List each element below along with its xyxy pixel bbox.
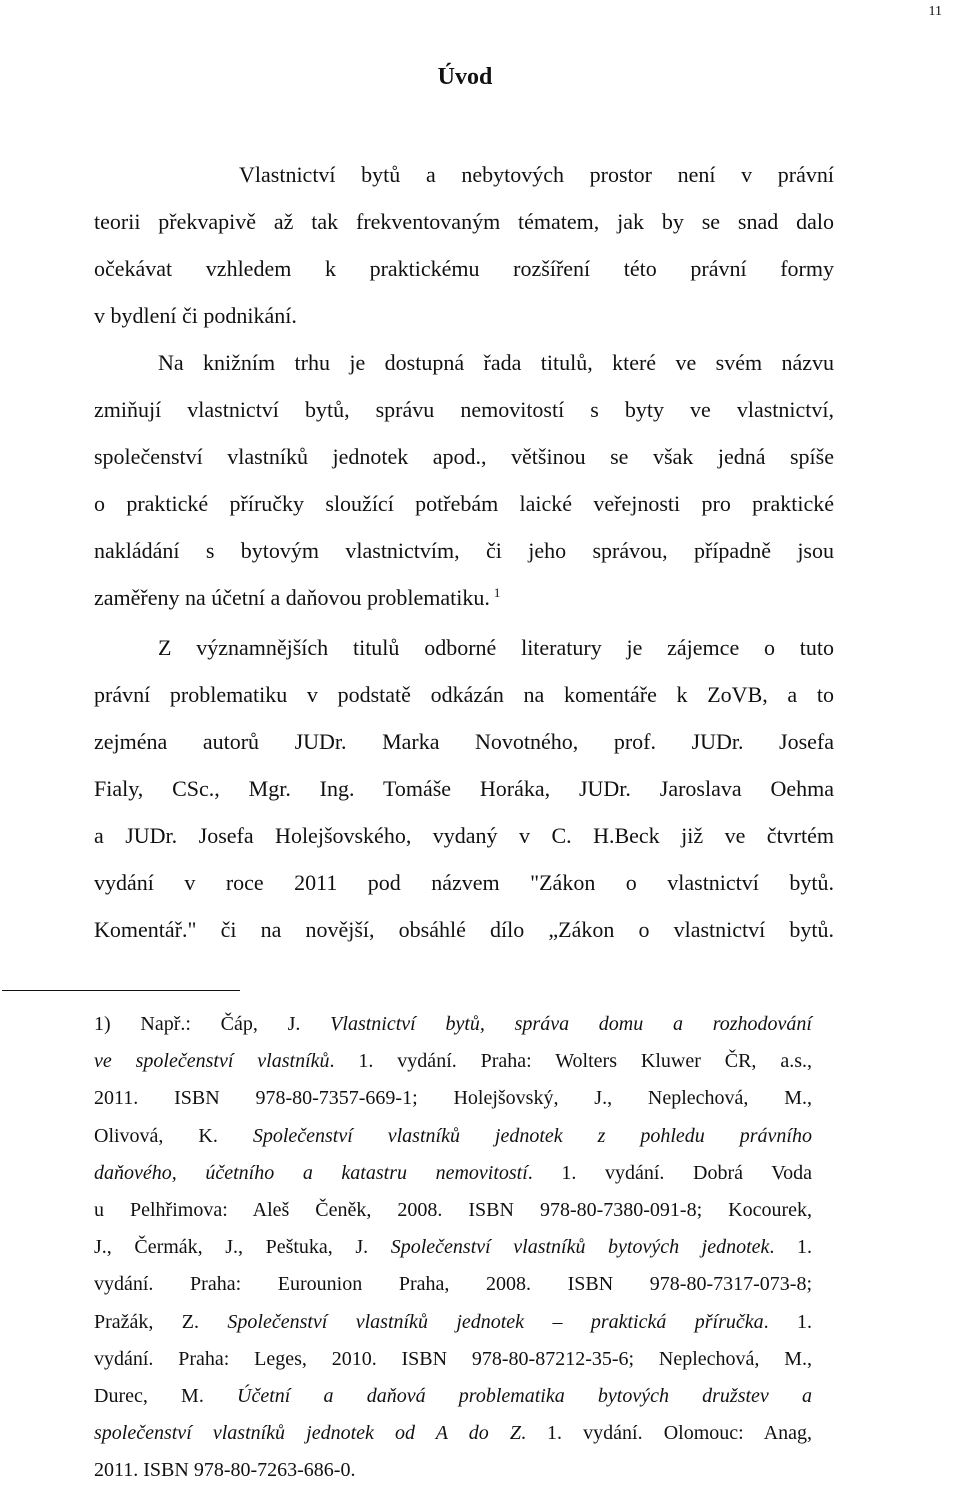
paragraph-line: teorii překvapivě až tak frekventovaným tématem, jak by se snad dalo — [94, 209, 834, 234]
paragraph-line: a JUDr. Josefa Holejšovského, vydaný v C. H.Beck již ve čtvrtém — [94, 823, 834, 848]
footnote-text: Durec, M. — [94, 1384, 238, 1407]
paragraph-3 — [94, 624, 834, 953]
footnote-line — [94, 1043, 812, 1080]
footnote-separator — [2, 990, 240, 991]
footnote-line: 2011. ISBN 978-80-7357-669-1; Holejšovský, J., Neplechová, M., — [94, 1087, 812, 1110]
paragraph-1 — [94, 151, 834, 339]
footnote-line: vydání. Praha: Eurounion Praha, 2008. ISBN 978-80-7317-073-8; — [94, 1273, 812, 1296]
footnote-line — [94, 1304, 812, 1341]
paragraph-line: zejména autorů JUDr. Marka Novotného, prof. JUDr. Josefa — [94, 729, 834, 754]
paragraph-line: Z významnějších titulů odborné literatury je zájemce o tuto — [158, 635, 834, 660]
paragraph-line: o praktické příručky sloužící potřebám laické veřejnosti pro praktické — [94, 491, 834, 516]
footnote-text: . 1. vydání. Dobrá Voda — [527, 1161, 812, 1184]
footnote-title-italic: Vlastnictví bytů, správa domu a rozhodování — [330, 1013, 812, 1035]
footnote-title-italic: Účetní a daňová problematika bytových družstev a — [237, 1384, 812, 1407]
paragraph-line: vydání v roce 2011 pod názvem "Zákon o vlastnictví bytů. — [94, 870, 834, 895]
paragraph-line: v bydlení či podnikání. — [94, 303, 297, 328]
page-title: Úvod — [437, 64, 493, 90]
paragraph-line: Na knižním trhu je dostupná řada titulů, které ve svém názvu — [158, 350, 834, 375]
footnote-text: . 1. vydání. Olomouc: Anag, — [520, 1422, 813, 1445]
paragraph-line: společenství vlastníků jednotek apod., většinou se však jedná spíše — [94, 444, 834, 469]
footnote-title-italic: Společenství vlastníků bytových jednotek — [390, 1236, 770, 1259]
paragraph-line: zmiňují vlastnictví bytů, správu nemovitostí s byty ve vlastnictví, — [94, 397, 834, 422]
footnote-1 — [94, 1006, 812, 1489]
paragraph-line: Fialy, CSc., Mgr. Ing. Tomáše Horáka, JUDr. Jaroslava Oehma — [94, 776, 834, 801]
footnote-line: 2011. ISBN 978-80-7263-686-0. — [94, 1459, 356, 1482]
footnote-reference: 1 — [493, 584, 501, 600]
footnote-line: vydání. Praha: Leges, 2010. ISBN 978-80-87212-35-6; Neplechová, M., — [94, 1347, 812, 1370]
footnote-line — [94, 1006, 812, 1043]
footnote-title-italic: daňového, účetního a katastru nemovitostí — [94, 1161, 528, 1184]
footnote-text: . 1. — [763, 1310, 812, 1333]
footnote-line — [94, 1155, 812, 1192]
footnote-text: J., Čermák, J., Peštuka, J. — [94, 1236, 391, 1259]
footnote-text: . 1. — [769, 1236, 812, 1259]
paragraph-line-text: zaměřeny na účetní a daňovou problematiku. — [94, 585, 490, 610]
footnote-line — [94, 1415, 812, 1452]
paragraph-line: právní problematiku v podstatě odkázán na komentáře k ZoVB, a to — [94, 682, 834, 707]
footnote-title-italic: společenství vlastníků jednotek od A do Z — [94, 1422, 521, 1445]
footnote-line — [94, 1118, 812, 1155]
footnote-text: Olivová, K. — [94, 1124, 253, 1147]
footnote-title-italic: Společenství vlastníků jednotek z pohledu právního — [252, 1124, 812, 1147]
footnote-text: Pražák, Z. — [94, 1310, 228, 1333]
paragraph-2 — [94, 339, 834, 621]
footnote-text: 1) Např.: Čáp, J. — [94, 1013, 331, 1035]
paragraph-line: Vlastnictví bytů a nebytových prostor není v právní — [239, 162, 834, 187]
paragraph-line: Komentář." či na novější, obsáhlé dílo „Zákon o vlastnictví bytů. — [94, 917, 834, 942]
footnote-line: u Pelhřimova: Aleš Čeněk, 2008. ISBN 978-80-7380-091-8; Kocourek, — [94, 1198, 812, 1221]
footnote-title-italic: Společenství vlastníků jednotek – praktická příručka — [227, 1310, 764, 1333]
footnote-line — [94, 1378, 812, 1415]
footnote-title-italic: ve společenství vlastníků — [94, 1050, 330, 1073]
footnote-line — [94, 1229, 812, 1266]
footnote-text: . 1. vydání. Praha: Wolters Kluwer ČR, a.s., — [329, 1050, 812, 1073]
page-number: 11 — [928, 4, 942, 19]
paragraph-line-with-footnote — [94, 574, 834, 621]
paragraph-line: očekávat vzhledem k praktickému rozšíření této právní formy — [94, 256, 834, 281]
paragraph-line: nakládání s bytovým vlastnictvím, či jeho správou, případně jsou — [94, 538, 834, 563]
